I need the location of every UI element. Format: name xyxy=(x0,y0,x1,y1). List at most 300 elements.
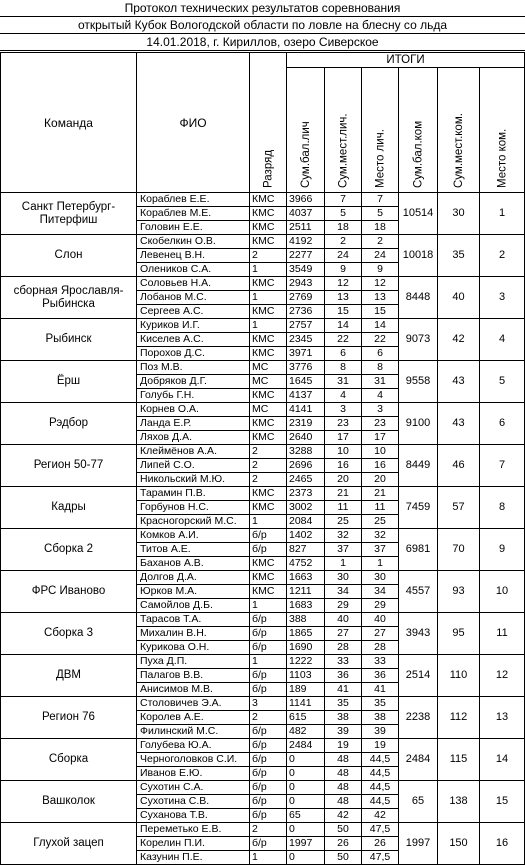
member-fio: Куриков И.Г. xyxy=(137,319,250,333)
member-sum-points: 2373 xyxy=(287,487,325,501)
member-place: 34 xyxy=(362,585,399,599)
member-sum-places: 24 xyxy=(325,249,362,263)
member-rank: 2 xyxy=(250,711,287,725)
member-rank: б/р xyxy=(250,753,287,767)
member-sum-places: 4 xyxy=(325,389,362,403)
member-sum-places: 16 xyxy=(325,459,362,473)
member-fio: Сухотина С.В. xyxy=(137,795,250,809)
member-place: 26 xyxy=(362,837,399,851)
member-place: 25 xyxy=(362,515,399,529)
team-sum-points: 2238 xyxy=(399,697,438,739)
member-sum-points: 4752 xyxy=(287,557,325,571)
member-sum-points: 482 xyxy=(287,725,325,739)
member-place: 36 xyxy=(362,669,399,683)
member-place: 27 xyxy=(362,627,399,641)
team-name: Рэдбор xyxy=(1,403,137,445)
member-sum-places: 36 xyxy=(325,669,362,683)
team-place: 15 xyxy=(480,781,525,823)
member-place: 11 xyxy=(362,501,399,515)
team-sum-points: 4557 xyxy=(399,571,438,613)
member-sum-places: 39 xyxy=(325,725,362,739)
team-place: 13 xyxy=(480,697,525,739)
member-sum-points: 2943 xyxy=(287,277,325,291)
member-place: 44,5 xyxy=(362,795,399,809)
team-sum-points: 8449 xyxy=(399,445,438,487)
table-row xyxy=(1,613,525,627)
member-sum-points: 1865 xyxy=(287,627,325,641)
team-name: ДВМ xyxy=(1,655,137,697)
member-rank: 1 xyxy=(250,319,287,333)
team-sum-points: 2484 xyxy=(399,739,438,781)
member-fio: Кораблев Е.Е. xyxy=(137,193,250,207)
team-place: 9 xyxy=(480,529,525,571)
member-fio: Липей С.О. xyxy=(137,459,250,473)
member-rank: КМС xyxy=(250,571,287,585)
title-line-3: 14.01.2018, г. Кириллов, озеро Сиверское xyxy=(0,34,525,51)
member-sum-points: 2084 xyxy=(287,515,325,529)
team-sum-places: 43 xyxy=(438,361,480,403)
member-sum-places: 19 xyxy=(325,739,362,753)
member-fio: Клеймёнов А.А. xyxy=(137,445,250,459)
member-fio: Лобанов М.С. xyxy=(137,291,250,305)
member-fio: Тарамин П.В. xyxy=(137,487,250,501)
member-rank: б/р xyxy=(250,767,287,781)
member-place: 35 xyxy=(362,697,399,711)
member-fio: Столовичев Э.А. xyxy=(137,697,250,711)
member-sum-places: 6 xyxy=(325,347,362,361)
member-sum-points: 0 xyxy=(287,851,325,865)
team-place: 4 xyxy=(480,319,525,361)
team-place: 14 xyxy=(480,739,525,781)
member-sum-places: 22 xyxy=(325,333,362,347)
team-name: Кадры xyxy=(1,487,137,529)
member-sum-places: 18 xyxy=(325,221,362,235)
member-sum-places: 30 xyxy=(325,571,362,585)
member-place: 31 xyxy=(362,375,399,389)
member-place: 28 xyxy=(362,641,399,655)
member-fio: Добряков Д.Г. xyxy=(137,375,250,389)
member-rank: 2 xyxy=(250,823,287,837)
team-sum-places: 57 xyxy=(438,487,480,529)
member-fio: Суханова Т.В. xyxy=(137,809,250,823)
member-rank: б/р xyxy=(250,739,287,753)
team-name: Сборка 3 xyxy=(1,613,137,655)
member-rank: КМС xyxy=(250,305,287,319)
member-place: 42 xyxy=(362,809,399,823)
member-rank: 3 xyxy=(250,697,287,711)
member-fio: Тарасов Т.А. xyxy=(137,613,250,627)
member-place: 21 xyxy=(362,487,399,501)
team-place: 10 xyxy=(480,571,525,613)
member-rank: КМС xyxy=(250,207,287,221)
header-sum-points-team: Сум.бал.ком xyxy=(399,68,438,193)
member-sum-points: 0 xyxy=(287,753,325,767)
team-sum-places: 42 xyxy=(438,319,480,361)
member-rank: 2 xyxy=(250,445,287,459)
member-place: 29 xyxy=(362,599,399,613)
member-sum-points: 2484 xyxy=(287,739,325,753)
member-rank: б/р xyxy=(250,669,287,683)
member-sum-points: 1222 xyxy=(287,655,325,669)
member-fio: Порохов Д.С. xyxy=(137,347,250,361)
member-rank: 1 xyxy=(250,263,287,277)
member-sum-points: 388 xyxy=(287,613,325,627)
member-sum-points: 0 xyxy=(287,795,325,809)
member-fio: Сухотин С.А. xyxy=(137,781,250,795)
member-sum-points: 1997 xyxy=(287,837,325,851)
member-sum-points: 2696 xyxy=(287,459,325,473)
member-sum-points: 1103 xyxy=(287,669,325,683)
member-rank: б/р xyxy=(250,529,287,543)
member-fio: Голубь Г.Н. xyxy=(137,389,250,403)
member-rank: КМС xyxy=(250,277,287,291)
member-rank: МС xyxy=(250,361,287,375)
member-fio: Филинский М.С. xyxy=(137,725,250,739)
member-fio: Королев А.Е. xyxy=(137,711,250,725)
results-table xyxy=(0,52,525,865)
member-fio: Черноголовков С.И. xyxy=(137,753,250,767)
member-sum-points: 1663 xyxy=(287,571,325,585)
member-sum-points: 1683 xyxy=(287,599,325,613)
member-rank: КМС xyxy=(250,235,287,249)
member-place: 12 xyxy=(362,277,399,291)
table-row xyxy=(1,235,525,249)
member-rank: 1 xyxy=(250,515,287,529)
member-place: 44,5 xyxy=(362,753,399,767)
member-sum-places: 37 xyxy=(325,543,362,557)
member-sum-points: 3776 xyxy=(287,361,325,375)
header-sum-points-ind: Сум.бал.лич xyxy=(287,68,325,193)
header-place-team: Место ком. xyxy=(480,68,525,193)
member-place: 24 xyxy=(362,249,399,263)
member-sum-places: 48 xyxy=(325,781,362,795)
member-sum-points: 4141 xyxy=(287,403,325,417)
member-sum-points: 2277 xyxy=(287,249,325,263)
member-sum-places: 20 xyxy=(325,473,362,487)
member-rank: б/р xyxy=(250,809,287,823)
table-row xyxy=(1,739,525,753)
member-sum-places: 5 xyxy=(325,207,362,221)
member-place: 40 xyxy=(362,613,399,627)
member-place: 17 xyxy=(362,431,399,445)
table-row xyxy=(1,529,525,543)
member-sum-places: 29 xyxy=(325,599,362,613)
member-sum-places: 12 xyxy=(325,277,362,291)
member-fio: Левенец В.Н. xyxy=(137,249,250,263)
member-sum-places: 14 xyxy=(325,319,362,333)
member-rank: б/р xyxy=(250,725,287,739)
member-fio: Головин Е.Е. xyxy=(137,221,250,235)
member-fio: Комков А.И. xyxy=(137,529,250,543)
team-sum-points: 1997 xyxy=(399,823,438,865)
team-sum-places: 35 xyxy=(438,235,480,277)
member-fio: Долгов Д.А. xyxy=(137,571,250,585)
member-sum-points: 2511 xyxy=(287,221,325,235)
member-sum-points: 2640 xyxy=(287,431,325,445)
team-sum-places: 40 xyxy=(438,277,480,319)
member-sum-points: 4037 xyxy=(287,207,325,221)
team-sum-points: 10514 xyxy=(399,193,438,235)
member-sum-places: 50 xyxy=(325,851,362,865)
team-sum-places: 93 xyxy=(438,571,480,613)
team-sum-places: 70 xyxy=(438,529,480,571)
member-fio: Пуха Д.П. xyxy=(137,655,250,669)
member-rank: КМС xyxy=(250,557,287,571)
team-sum-points: 8448 xyxy=(399,277,438,319)
member-sum-points: 1645 xyxy=(287,375,325,389)
team-name: ФРС Иваново xyxy=(1,571,137,613)
member-rank: 2 xyxy=(250,473,287,487)
team-sum-points: 9073 xyxy=(399,319,438,361)
member-sum-places: 48 xyxy=(325,753,362,767)
table-row xyxy=(1,361,525,375)
member-sum-places: 38 xyxy=(325,711,362,725)
member-fio: Казунин П.Е. xyxy=(137,851,250,865)
member-place: 47,5 xyxy=(362,823,399,837)
team-name: Вашколок xyxy=(1,781,137,823)
member-sum-points: 0 xyxy=(287,767,325,781)
member-sum-places: 13 xyxy=(325,291,362,305)
member-sum-points: 3971 xyxy=(287,347,325,361)
member-place: 5 xyxy=(362,207,399,221)
member-rank: КМС xyxy=(250,487,287,501)
member-sum-points: 2319 xyxy=(287,417,325,431)
member-sum-places: 41 xyxy=(325,683,362,697)
member-place: 47,5 xyxy=(362,851,399,865)
member-rank: КМС xyxy=(250,333,287,347)
member-sum-points: 1141 xyxy=(287,697,325,711)
table-row xyxy=(1,277,525,291)
member-fio: Ляхов Д.А. xyxy=(137,431,250,445)
member-rank: б/р xyxy=(250,613,287,627)
member-sum-points: 2736 xyxy=(287,305,325,319)
member-sum-places: 15 xyxy=(325,305,362,319)
team-name: Сборка 2 xyxy=(1,529,137,571)
team-name: Рыбинск xyxy=(1,319,137,361)
member-sum-places: 31 xyxy=(325,375,362,389)
member-fio: Никольский М.Ю. xyxy=(137,473,250,487)
member-sum-places: 28 xyxy=(325,641,362,655)
member-rank: 2 xyxy=(250,249,287,263)
team-place: 3 xyxy=(480,277,525,319)
member-fio: Юрков М.А. xyxy=(137,585,250,599)
member-sum-places: 26 xyxy=(325,837,362,851)
member-fio: Киселев А.С. xyxy=(137,333,250,347)
team-sum-places: 30 xyxy=(438,193,480,235)
member-rank: б/р xyxy=(250,781,287,795)
header-team: Команда xyxy=(1,53,137,193)
member-rank: 1 xyxy=(250,851,287,865)
table-row xyxy=(1,403,525,417)
member-fio: Кораблев М.Е. xyxy=(137,207,250,221)
team-sum-points: 6981 xyxy=(399,529,438,571)
member-rank: 2 xyxy=(250,459,287,473)
member-sum-points: 827 xyxy=(287,543,325,557)
member-rank: КМС xyxy=(250,347,287,361)
member-sum-places: 48 xyxy=(325,767,362,781)
team-name: Сборка xyxy=(1,739,137,781)
member-place: 38 xyxy=(362,711,399,725)
member-sum-points: 1690 xyxy=(287,641,325,655)
member-rank: б/р xyxy=(250,543,287,557)
member-place: 44,5 xyxy=(362,781,399,795)
team-sum-places: 150 xyxy=(438,823,480,865)
member-place: 10 xyxy=(362,445,399,459)
member-fio: Палагов В.В. xyxy=(137,669,250,683)
member-sum-places: 27 xyxy=(325,627,362,641)
member-fio: Анисимов М.В. xyxy=(137,683,250,697)
team-name: сборная Ярославля-Рыбинска xyxy=(1,277,137,319)
member-place: 4 xyxy=(362,389,399,403)
team-name: Слон xyxy=(1,235,137,277)
member-sum-points: 2345 xyxy=(287,333,325,347)
team-sum-places: 46 xyxy=(438,445,480,487)
team-place: 6 xyxy=(480,403,525,445)
member-sum-points: 1211 xyxy=(287,585,325,599)
member-sum-points: 1402 xyxy=(287,529,325,543)
member-place: 33 xyxy=(362,655,399,669)
member-place: 30 xyxy=(362,571,399,585)
member-sum-points: 189 xyxy=(287,683,325,697)
member-sum-points: 3966 xyxy=(287,193,325,207)
member-place: 13 xyxy=(362,291,399,305)
header-place-ind: Место лич. xyxy=(362,68,399,193)
team-sum-points: 10018 xyxy=(399,235,438,277)
member-sum-points: 3549 xyxy=(287,263,325,277)
member-sum-points: 3002 xyxy=(287,501,325,515)
member-place: 41 xyxy=(362,683,399,697)
member-sum-places: 35 xyxy=(325,697,362,711)
team-sum-places: 95 xyxy=(438,613,480,655)
member-place: 6 xyxy=(362,347,399,361)
team-name: Регион 76 xyxy=(1,697,137,739)
member-sum-points: 0 xyxy=(287,823,325,837)
member-sum-places: 23 xyxy=(325,417,362,431)
member-fio: Ланда Е.Р. xyxy=(137,417,250,431)
member-rank: КМС xyxy=(250,585,287,599)
team-place: 8 xyxy=(480,487,525,529)
member-rank: 1 xyxy=(250,655,287,669)
team-sum-places: 115 xyxy=(438,739,480,781)
member-rank: КМС xyxy=(250,193,287,207)
team-name: Глухой зацеп xyxy=(1,823,137,865)
member-sum-points: 615 xyxy=(287,711,325,725)
member-sum-points: 3288 xyxy=(287,445,325,459)
member-sum-points: 65 xyxy=(287,809,325,823)
member-rank: б/р xyxy=(250,627,287,641)
member-rank: КМС xyxy=(250,417,287,431)
header-rank: Разряд xyxy=(250,53,287,193)
member-place: 15 xyxy=(362,305,399,319)
member-fio: Сергеев А.С. xyxy=(137,305,250,319)
member-place: 19 xyxy=(362,739,399,753)
member-place: 32 xyxy=(362,529,399,543)
member-rank: КМС xyxy=(250,431,287,445)
member-sum-points: 2757 xyxy=(287,319,325,333)
member-place: 23 xyxy=(362,417,399,431)
member-sum-places: 3 xyxy=(325,403,362,417)
member-place: 8 xyxy=(362,361,399,375)
team-sum-points: 9100 xyxy=(399,403,438,445)
member-place: 20 xyxy=(362,473,399,487)
table-row xyxy=(1,445,525,459)
member-rank: МС xyxy=(250,375,287,389)
team-place: 2 xyxy=(480,235,525,277)
header-sum-places-team: Сум.мест.ком. xyxy=(438,68,480,193)
member-rank: КМС xyxy=(250,221,287,235)
member-rank: КМС xyxy=(250,389,287,403)
member-sum-points: 4192 xyxy=(287,235,325,249)
member-sum-places: 1 xyxy=(325,557,362,571)
team-sum-points: 7459 xyxy=(399,487,438,529)
member-place: 7 xyxy=(362,193,399,207)
team-sum-places: 43 xyxy=(438,403,480,445)
title-line-2: открытый Кубок Вологодской области по ловле на блесну со льда xyxy=(0,17,525,34)
team-place: 16 xyxy=(480,823,525,865)
member-rank: КМС xyxy=(250,501,287,515)
member-place: 9 xyxy=(362,263,399,277)
table-row xyxy=(1,823,525,837)
team-place: 12 xyxy=(480,655,525,697)
member-rank: б/р xyxy=(250,837,287,851)
member-place: 18 xyxy=(362,221,399,235)
member-fio: Голубева Ю.А. xyxy=(137,739,250,753)
member-place: 39 xyxy=(362,725,399,739)
member-rank: б/р xyxy=(250,641,287,655)
member-sum-points: 0 xyxy=(287,781,325,795)
table-row xyxy=(1,655,525,669)
team-sum-points: 9558 xyxy=(399,361,438,403)
member-sum-points: 2769 xyxy=(287,291,325,305)
member-sum-places: 17 xyxy=(325,431,362,445)
team-sum-points: 3943 xyxy=(399,613,438,655)
member-sum-places: 9 xyxy=(325,263,362,277)
member-place: 16 xyxy=(362,459,399,473)
member-place: 3 xyxy=(362,403,399,417)
member-fio: Корелин П.И. xyxy=(137,837,250,851)
member-fio: Переметько Е.В. xyxy=(137,823,250,837)
member-sum-points: 2465 xyxy=(287,473,325,487)
member-rank: б/р xyxy=(250,683,287,697)
team-name: Санкт Петербург-Питерфиш xyxy=(1,193,137,235)
member-sum-places: 8 xyxy=(325,361,362,375)
team-sum-places: 138 xyxy=(438,781,480,823)
table-row xyxy=(1,487,525,501)
member-sum-places: 2 xyxy=(325,235,362,249)
member-fio: Самойлов Д.Б. xyxy=(137,599,250,613)
team-sum-places: 110 xyxy=(438,655,480,697)
member-rank: б/р xyxy=(250,795,287,809)
member-rank: 1 xyxy=(250,599,287,613)
member-fio: Поз М.В. xyxy=(137,361,250,375)
member-fio: Скобелкин О.В. xyxy=(137,235,250,249)
member-sum-places: 34 xyxy=(325,585,362,599)
member-sum-places: 50 xyxy=(325,823,362,837)
header-totals: ИТОГИ xyxy=(287,53,525,68)
results-body xyxy=(1,193,525,865)
member-fio: Соловьев Н.А. xyxy=(137,277,250,291)
member-fio: Олеников С.А. xyxy=(137,263,250,277)
team-sum-points: 65 xyxy=(399,781,438,823)
member-place: 22 xyxy=(362,333,399,347)
title-line-1: Протокол технических результатов соревнования xyxy=(0,0,525,17)
member-fio: Титов А.Е. xyxy=(137,543,250,557)
member-fio: Горбунов Н.С. xyxy=(137,501,250,515)
member-sum-places: 42 xyxy=(325,809,362,823)
team-sum-points: 2514 xyxy=(399,655,438,697)
member-sum-places: 40 xyxy=(325,613,362,627)
header-sum-places-ind: Сум.мест.лич. xyxy=(325,68,362,193)
